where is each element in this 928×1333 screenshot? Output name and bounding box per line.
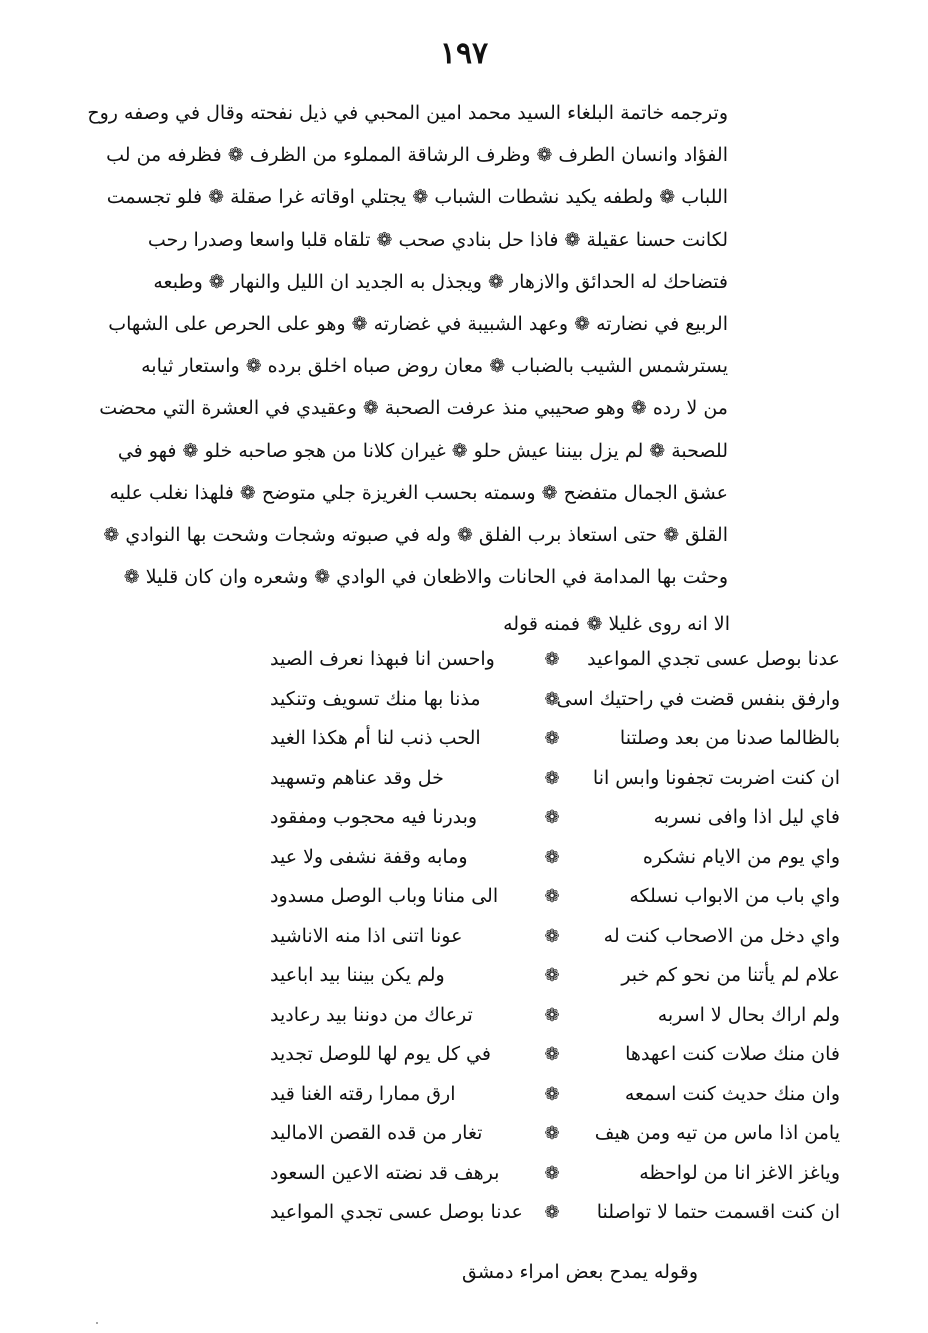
prose-line: اللباب ❁ ولطفه يكيد نشطات الشباب ❁ يجتلي اوقاته غرا صقلة ❁ فلو تجسمت <box>106 186 728 209</box>
separator-star-icon: ❁ <box>544 1162 560 1184</box>
hemistich-first: ان كنت اضربت تجفونا وابس انا <box>592 766 840 789</box>
hemistich-first: واي دخل من الاصحاب كنت له <box>603 924 840 947</box>
verse <box>270 798 840 838</box>
verse <box>270 719 840 759</box>
hemistich-second: ارق ممارا رقته الغنا قيد <box>270 1082 456 1105</box>
scan-speck <box>96 1322 98 1324</box>
prose-line: فتضاحك له الحدائق والازهار ❁ ويجذل به الجديد ان الليل والنهار ❁ وطبعه <box>153 270 728 293</box>
separator-star-icon: ❁ <box>544 688 560 710</box>
prose-line: يسترشمس الشيب بالضباب ❁ معان روض صباه اخلق برده ❁ واستعار ثيابه <box>141 355 728 378</box>
hemistich-first: عدنا بوصل عسى تجدي المواعيد <box>587 648 840 670</box>
prose-line: الربيع في نضارته ❁ وعهد الشبيبة في غضارته ❁ وهو على الحرص على الشهاب <box>108 312 728 335</box>
verse <box>270 680 840 720</box>
verse <box>270 877 840 917</box>
page-number: ١٩٧ <box>439 36 489 71</box>
poem <box>270 640 840 1233</box>
prose-line: من لا رده ❁ وهو صحيبي منذ عرفت الصحبة ❁ وعقيدي في العشرة التي محضت <box>99 397 728 420</box>
hemistich-first: ولم اراك بحال لا اسربه <box>657 1003 840 1026</box>
verse <box>270 917 840 957</box>
separator-star-icon: ❁ <box>544 767 560 789</box>
separator-star-icon: ❁ <box>544 728 560 749</box>
separator-star-icon: ❁ <box>544 886 560 907</box>
separator-star-icon: ❁ <box>544 1202 560 1223</box>
hemistich-second: عدنا بوصل عسى تجدي المواعيد <box>270 1201 523 1223</box>
prose-block <box>87 92 728 598</box>
verse <box>270 1075 840 1115</box>
intro-heading: فمنه قوله <box>503 613 580 635</box>
separator-star-icon: ❁ <box>544 807 560 828</box>
hemistich-second: عونا اتنى اذا منه الاناشيد <box>270 924 463 947</box>
hemistich-second: وبدرنا فيه محجوب ومفقود <box>270 806 478 828</box>
hemistich-first: ان كنت اقسمت حتما لا تواصلنا <box>596 1201 840 1223</box>
separator-star-icon: ❁ <box>544 649 560 670</box>
verse <box>270 1154 840 1194</box>
hemistich-first: وان منك حديث كنت اسمعه <box>624 1082 840 1105</box>
hemistich-second: خل وقد عناهم وتسهيد <box>270 766 444 789</box>
hemistich-second: ومابه وقفة نشفى ولا عيد <box>270 845 468 868</box>
hemistich-first: وياغز الاغز انا من لواحظه <box>639 1161 840 1184</box>
prose-line: عشق الجمال متفضح ❁ وسمته بحسب الغريزة جلي متوضح ❁ فلهذا نغلب عليه <box>109 481 728 504</box>
verse <box>270 956 840 996</box>
separator-star-icon: ❁ <box>544 846 560 868</box>
verse <box>270 1114 840 1154</box>
hemistich-first: وارفق بنفس قضت في راحتيك اسى <box>556 687 840 710</box>
hemistich-second: تغار من قده القصن الاماليد <box>270 1122 483 1144</box>
hemistich-first: فان منك صلات كنت اعهدها <box>625 1043 840 1065</box>
prose-line: للصحبة ❁ لم يزل بيننا عيش حلو ❁ غيران كلانا من هجو صاحبه خلو ❁ فهو في <box>117 439 728 462</box>
hemistich-second: واحسن انا فبهذا نعرف الصيد <box>270 648 495 670</box>
separator-star-icon: ❁ <box>544 965 560 986</box>
hemistich-first: فاي ليل اذا وافى نسربه <box>653 806 840 828</box>
verse <box>270 1035 840 1075</box>
hemistich-second: ترعاك من دوننا بيد رعاديد <box>270 1003 473 1026</box>
closing-line: وقوله يمدح بعض امراء دمشق <box>461 1261 699 1283</box>
hemistich-second: الحب ذنب لنا أم هكذا الغيد <box>270 727 481 749</box>
verse <box>270 838 840 878</box>
hemistich-first: بالظالما صدنا من بعد وصلتنا <box>619 727 840 749</box>
prose-line: القلق ❁ حتى استعاذ برب الفلق ❁ وله في صبوته وشجات وشحت بها النوادي ❁ <box>103 523 728 546</box>
prose-line: وترجمه خاتمة البلغاء السيد محمد امين المحبي في ذيل نفحته وقال في وصفه روح <box>87 102 728 124</box>
hemistich-first: يامن اذا ماس من تيه ومن هيف <box>594 1122 840 1144</box>
prose-line: وحثت بها المدامة في الحانات والاظعان في الوادي ❁ وشعره وان كان قليلا ❁ <box>123 566 728 589</box>
hemistich-second: الى منانا وباب الوصل مسدود <box>270 885 499 907</box>
separator-star-icon: ❁ <box>544 1004 560 1026</box>
hemistich-second: ولم يكن بيننا بيد اباعيد <box>270 964 445 986</box>
hemistich-first: واي يوم من الايام نشكره <box>642 845 840 868</box>
verse <box>270 759 840 799</box>
intro-text: الا انه روى غليلا ❁ <box>586 613 730 635</box>
verse <box>270 996 840 1036</box>
hemistich-first: واي باب من الابواب نسلكه <box>629 885 840 907</box>
hemistich-second: برهف قد نضته الاعين السعود <box>270 1161 500 1184</box>
separator-star-icon: ❁ <box>544 925 560 947</box>
verse <box>270 640 840 680</box>
hemistich-first: علام لم يأتنا من نحو كم خبر <box>621 964 840 986</box>
separator-star-icon: ❁ <box>544 1123 560 1144</box>
separator-star-icon: ❁ <box>544 1083 560 1105</box>
prose-line: لكانت حسنا عقيلة ❁ فاذا حل بنادي صحب ❁ تلقاه قلبا واسعا وصدرا رحب <box>147 228 728 251</box>
separator-star-icon: ❁ <box>544 1044 560 1065</box>
hemistich-second: في كل يوم لها للوصل تجديد <box>270 1043 491 1065</box>
poem-intro <box>440 607 730 641</box>
prose-line: الفؤاد وانسان الطرف ❁ وظرف الرشاقة المملوء من الظرف ❁ فظرفه من لب <box>106 144 728 167</box>
verse <box>270 1193 840 1233</box>
hemistich-second: مذنا بها منك تسويف وتنكيد <box>270 687 481 710</box>
